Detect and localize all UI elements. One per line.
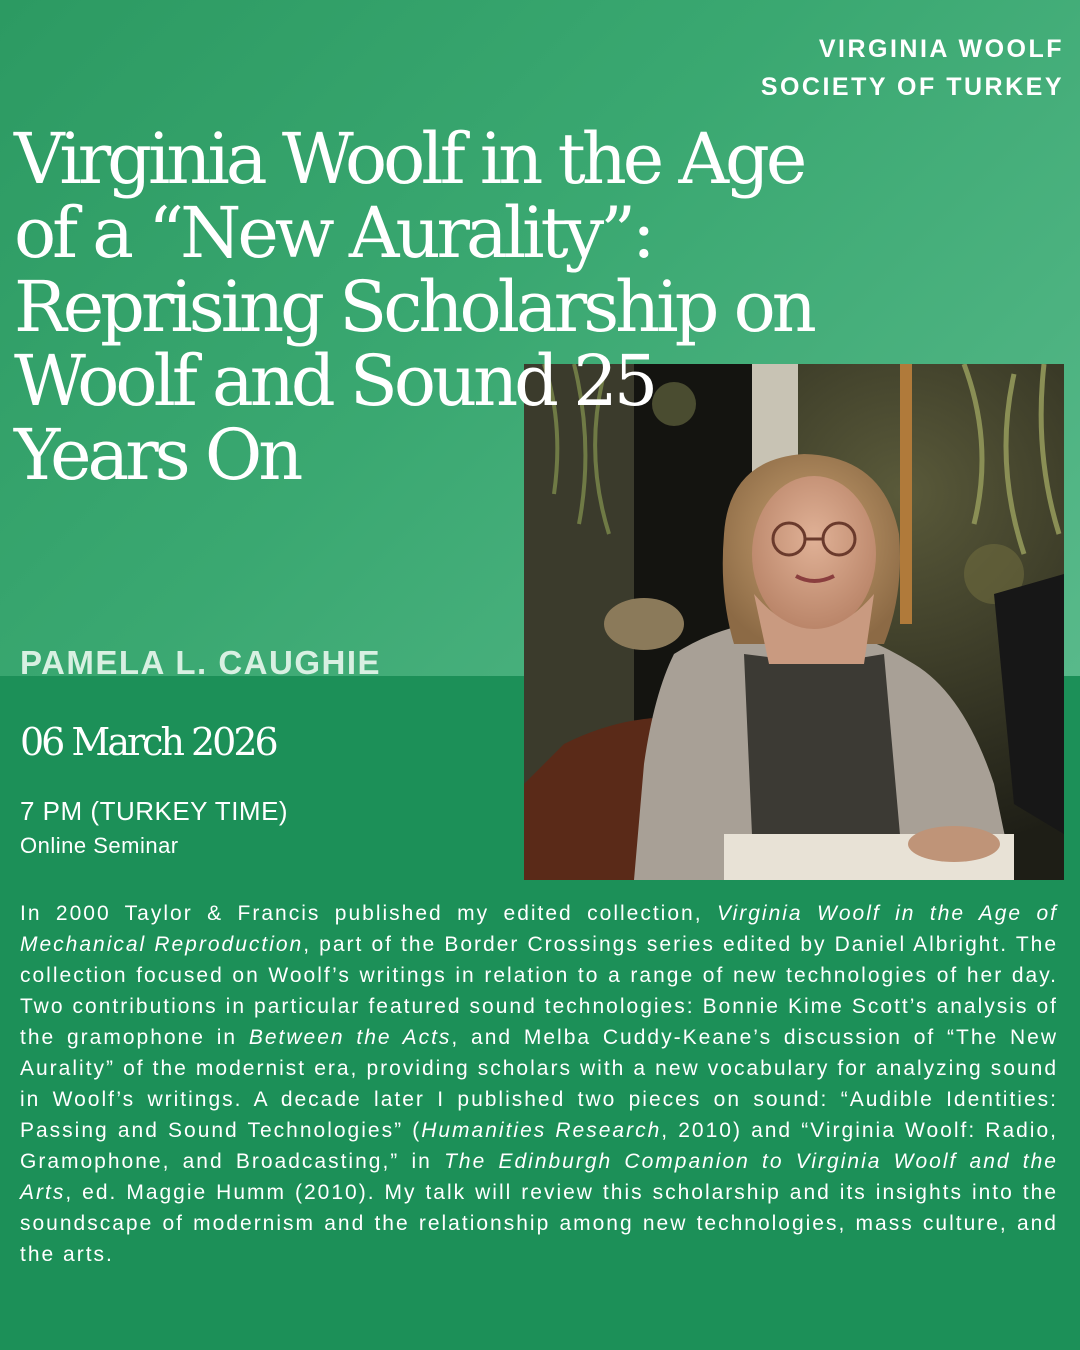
event-format: Online Seminar [20,833,179,858]
abstract-text-5: , ed. Maggie Humm (2010). My talk will review this scholarship and its insights into the soundscape of modernism and the relationship among new technologies, mass culture, and the arts. [20,1181,1058,1266]
abstract-text-4: , 2010) and “Virginia Woolf: Radio, Gramophone, and Broadcasting,” in [20,1119,1058,1173]
abstract-text-2: , part of the Border Crossings series edited by Daniel Albright. The collection focused on Woolf’s writings in relation to a range of new technologies of her day. Two contributions in particular featured sound technologies: Bonnie Kime Scott’s analysis of the gramophone in [20,933,1059,1049]
event-date: 06 March 2026 [20,720,276,764]
abstract-book-title-2: Between the Acts [248,1026,452,1049]
talk-abstract [20,898,1058,1270]
abstract-book-title-1: Virginia Woolf in the Age of Mechanical Reproduction [20,902,1058,956]
abstract-text-3: , and Melba Cuddy-Keane’s discussion of “The New Aurality” of the modernist era, providing scholars with a new vocabulary for analyzing sound in Woolf’s writings. A decade later I published two pieces on sound: “Audible Identities: Passing and Sound Technologies” ( [20,1026,1058,1142]
organization-line-2: SOCIETY OF TURKEY [760,73,1064,101]
speaker-name: PAMELA L. CAUGHIE [20,644,381,681]
event-time: 7 PM (TURKEY TIME) [20,796,289,826]
title-line-2: of a “New Aurality”: [14,192,652,274]
organization-name [761,30,1064,106]
title-line-1: Virginia Woolf in the Age [14,118,804,200]
event-title [14,118,914,496]
title-line-5: Years On [14,414,300,496]
abstract-book-title-3: The Edinburgh Companion to Virginia Woolf and the Arts [20,1150,1058,1204]
abstract-text-1: In 2000 Taylor & Francis published my edited collection, [20,902,717,925]
organization-line-1: VIRGINIA WOOLF [818,35,1064,63]
title-line-4: Woolf and Sound 25 [14,340,655,422]
title-line-3: Reprising Scholarship on [14,266,813,348]
abstract-journal-title: Humanities Research [421,1119,662,1142]
